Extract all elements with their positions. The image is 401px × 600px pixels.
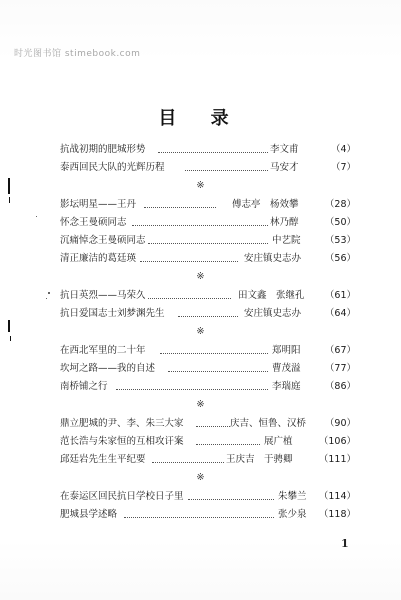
toc-entry: [60, 417, 356, 431]
entry-title: 在西北军里的二十年: [60, 345, 146, 356]
leader-dots: [168, 371, 268, 372]
leader-dots: [160, 353, 268, 354]
entry-page: （114）: [318, 491, 356, 502]
entry-author: 李文甫: [270, 144, 299, 155]
scan-mark: [9, 197, 10, 203]
entry-page: （53）: [324, 235, 356, 246]
entry-author: 马安才: [270, 162, 299, 173]
page-title: 目 录: [158, 108, 243, 129]
entry-page: （118）: [318, 509, 356, 520]
entry-author: 曹茂溢: [272, 363, 301, 374]
page-number: 1: [341, 537, 349, 550]
entry-page: （111）: [318, 454, 356, 465]
entry-page: （61）: [324, 290, 356, 301]
entry-page: （50）: [324, 217, 356, 228]
entry-author: 傅志亭 杨效攀: [232, 199, 299, 210]
toc-entry: [60, 344, 356, 358]
entry-author: 朱攀兰: [278, 491, 307, 502]
section-separator: ※: [196, 399, 205, 410]
entry-page: （67）: [324, 345, 356, 356]
scan-mark: [8, 178, 10, 194]
toc-entry: [60, 289, 356, 303]
leader-dots: [188, 499, 274, 500]
leader-dots: [196, 444, 260, 445]
toc-entry: [60, 234, 356, 248]
leader-dots: [148, 298, 231, 299]
entry-title: 坎坷之路——我的自述: [60, 363, 156, 374]
entry-page: （7）: [330, 162, 356, 173]
leader-dots: [152, 462, 224, 463]
entry-author: 展广植: [264, 436, 293, 447]
entry-page: （64）: [324, 308, 356, 319]
entry-title: 怀念王曼硕同志: [60, 217, 127, 228]
section-separator: ※: [196, 472, 205, 483]
entry-author: 张少泉: [278, 509, 307, 520]
watermark: 时光图书馆 stimebook.com: [14, 49, 141, 59]
entry-author: 李瑞庭: [272, 381, 301, 392]
toc-entry: [60, 307, 356, 321]
leader-dots: [185, 170, 268, 171]
entry-author: 安庄镇史志办: [244, 253, 302, 264]
entry-title: 清正廉洁的葛廷瑛: [60, 253, 137, 264]
entry-title: 在泰运区回民抗日学校日子里: [60, 491, 184, 502]
leader-dots: [144, 207, 216, 208]
entry-page: （77）: [324, 363, 356, 374]
toc-entry: [60, 490, 356, 504]
toc-entry: [60, 252, 356, 266]
toc-entry: [60, 161, 356, 175]
entry-title: 影坛明星——王丹: [60, 199, 137, 210]
entry-title: 肥城县学述略: [60, 509, 118, 520]
entry-title: 抗日英烈——马荣久: [60, 290, 146, 301]
leader-dots: [196, 426, 230, 427]
toc-entry: [60, 435, 356, 449]
entry-title: 南桥铺之行: [60, 381, 108, 392]
entry-page: （90）: [324, 418, 356, 429]
leader-dots: [148, 243, 268, 244]
leader-dots: [178, 316, 238, 317]
toc-entry: [60, 453, 356, 467]
toc-entry: [60, 380, 356, 394]
toc-entry: [60, 362, 356, 376]
scan-mark: [10, 336, 11, 341]
section-separator: ※: [196, 180, 205, 191]
entry-title: 范长浩与朱家恒的互相攻讦案: [60, 436, 184, 447]
entry-page: （106）: [318, 436, 356, 447]
entry-title: 邱廷岩先生生平纪要: [60, 454, 146, 465]
toc-entry: [60, 216, 356, 230]
leader-dots: [124, 517, 274, 518]
entry-author: 王庆吉 于骋卿: [226, 454, 293, 465]
entry-author: 田文鑫 张继孔: [238, 290, 305, 301]
scan-mark: [8, 320, 10, 332]
leader-dots: [140, 261, 238, 262]
section-separator: ※: [196, 271, 205, 282]
leader-dots: [132, 225, 268, 226]
entry-page: （56）: [324, 253, 356, 264]
entry-title: 抗日爱国志士刘梦渊先生: [60, 308, 165, 319]
entry-author: 庆吉、恒鲁、汉桥: [230, 418, 307, 429]
leader-dots: [116, 389, 268, 390]
toc-entry: [60, 198, 356, 212]
entry-title: 泰西回民大队的光辉历程: [60, 162, 165, 173]
entry-author: 郑明阳: [272, 345, 301, 356]
entry-author: 林乃醇: [270, 217, 299, 228]
entry-title: 鼎立肥城的尹、李、朱三大家: [60, 418, 184, 429]
entry-author: 中艺院: [272, 235, 301, 246]
entry-title: 沉痛悼念王曼硕同志: [60, 235, 146, 246]
toc-entry: [60, 508, 356, 522]
entry-title: 抗战初期的肥城形势: [60, 144, 146, 155]
section-separator: ※: [196, 326, 205, 337]
entry-author: 安庄镇史志办: [244, 308, 302, 319]
toc-entry: [60, 143, 356, 157]
leader-dots: [158, 152, 268, 153]
entry-page: （28）: [324, 199, 356, 210]
entry-page: （86）: [324, 381, 356, 392]
entry-page: （4）: [330, 144, 356, 155]
